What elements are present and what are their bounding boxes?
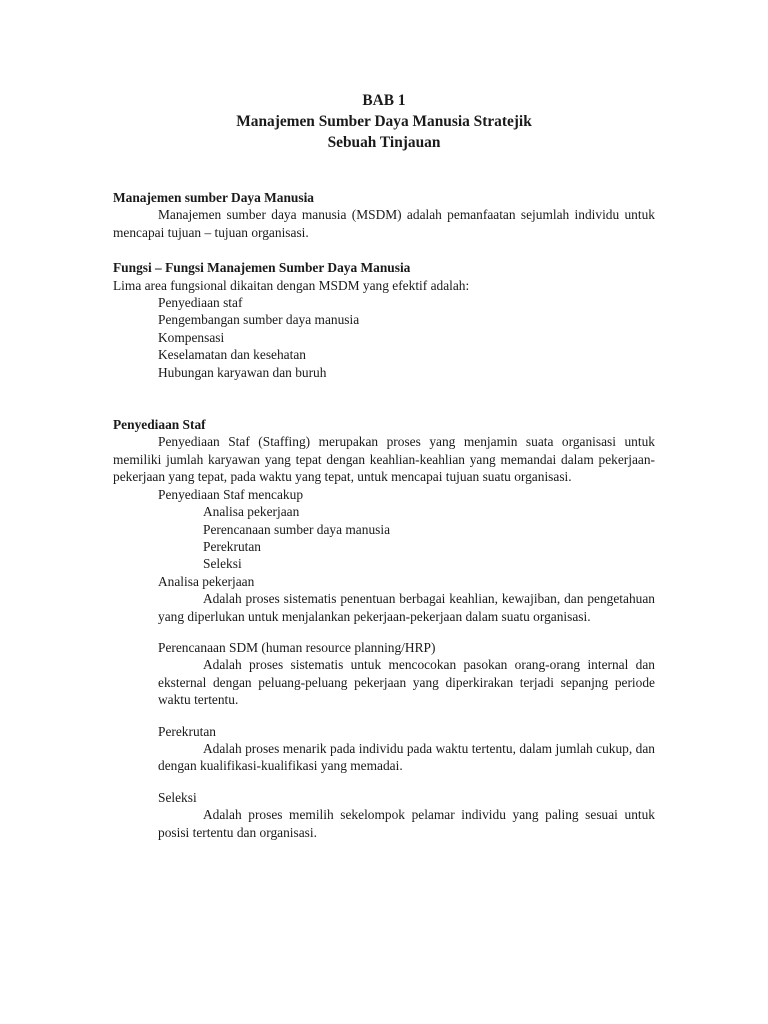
list-item: Perencanaan sumber daya manusia [203, 521, 391, 537]
list-item: Penyediaan staf [158, 295, 243, 311]
subsection-perekrutan [113, 723, 655, 775]
subsection-perencanaan-sdm [113, 639, 655, 709]
subsection-label: Analisa pekerjaan [158, 573, 255, 589]
list-item: Keselamatan dan kesehatan [158, 347, 306, 363]
subsection-label: Seleksi [158, 789, 197, 805]
section-heading-penyediaan-staf: Penyediaan Staf [113, 417, 206, 433]
list-item: Pengembangan sumber daya manusia [158, 312, 360, 328]
chapter-subtitle: Sebuah Tinjauan [327, 134, 441, 151]
chapter-title [113, 90, 655, 153]
msdm-definition-paragraph: Manajemen sumber daya manusia (MSDM) adalah pemanfaatan sejumlah individu untuk mencapai tujuan – tujuan organisasi. [113, 207, 655, 240]
includes-list [113, 503, 655, 573]
subsection-text: Adalah proses menarik pada individu pada waktu tertentu, dalam jumlah cukup, dan dengan kualifikasi-kualifikasi yang memadai. [158, 740, 655, 774]
subsection-text: Adalah proses memilih sekelompok pelamar individu yang paling sesuai untuk posisi tertentu dan organisasi. [158, 807, 655, 840]
section-heading-msdm: Manajemen sumber Daya Manusia [113, 190, 314, 205]
penyediaan-staf-paragraph: Penyediaan Staf (Staffing) merupakan proses yang menjamin suata organisasi untuk memiliki jumlah karyawan yang tepat dengan keahlian-keahlian yang memandai dalam pekerjaan-pekerjaan yang tepat, pada waktu yang tepat, untuk mencapai tujuan suatu organisasi. [113, 434, 655, 485]
chapter-number: BAB 1 [362, 92, 406, 109]
subsection-text: Adalah proses sistematis untuk mencocokan pasokan orang-orang internal dan eksternal dengan peluang-peluang pekerjaan yang diperkirakan terjadi sepanjng periode waktu tertentu. [158, 657, 655, 708]
subsection-label: Perencanaan SDM (human resource planning/HRP) [158, 639, 436, 655]
document-page [113, 90, 655, 841]
list-item: Seleksi [203, 556, 242, 572]
subsection-analisa-pekerjaan [113, 573, 655, 625]
list-item: Analisa pekerjaan [203, 504, 300, 520]
chapter-title-main: Manajemen Sumber Daya Manusia Stratejik [236, 113, 532, 130]
subsection-seleksi [113, 789, 655, 841]
list-item: Perekrutan [203, 538, 262, 554]
section-heading-fungsi: Fungsi – Fungsi Manajemen Sumber Daya Manusia [113, 260, 411, 276]
fungsi-list [113, 294, 655, 381]
includes-label: Penyediaan Staf mencakup [158, 486, 304, 502]
fungsi-intro: Lima area fungsional dikaitan dengan MSDM yang efektif adalah: [113, 277, 470, 293]
subsection-label: Perekrutan [158, 723, 217, 739]
list-item: Hubungan karyawan dan buruh [158, 364, 327, 380]
subsection-text: Adalah proses sistematis penentuan berbagai keahlian, kewajiban, dan pengetahuan yang diperlukan untuk menjalankan pekerjaan-pekerjaan dalam suatu organisasi. [158, 591, 655, 624]
list-item: Kompensasi [158, 329, 225, 345]
